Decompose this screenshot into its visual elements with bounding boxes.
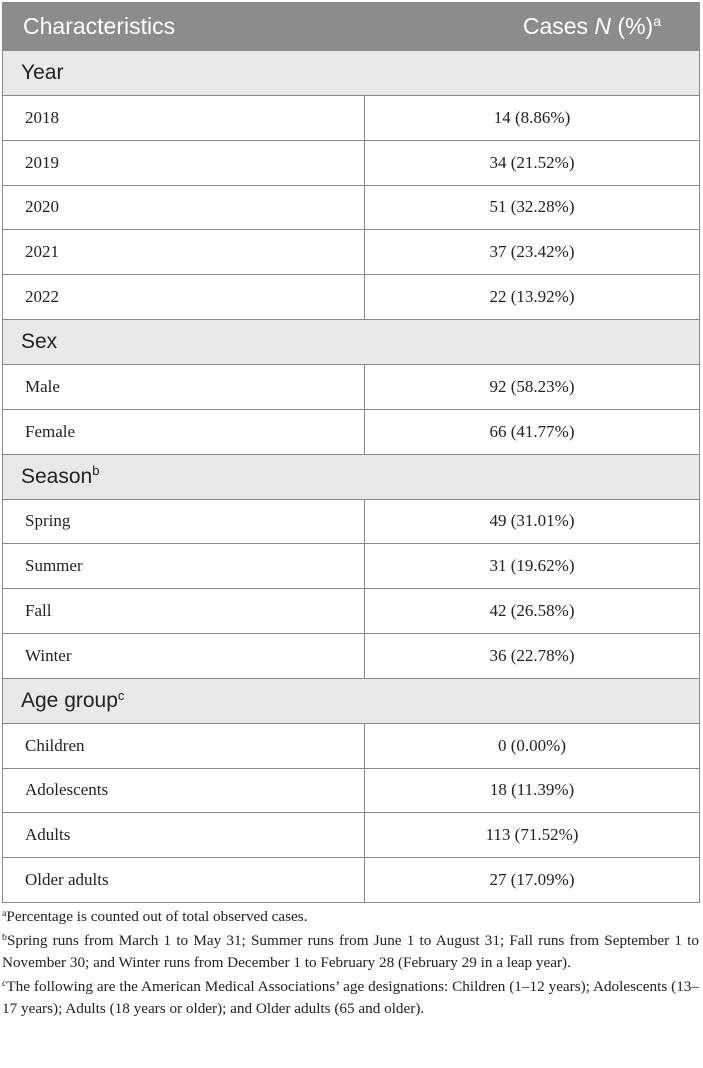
footnote-mark: c <box>2 977 7 989</box>
characteristics-table <box>2 2 700 903</box>
table-row <box>3 96 700 141</box>
footnote <box>2 976 699 1021</box>
table-row <box>3 633 700 678</box>
section-title: Year <box>3 51 700 96</box>
table-footnotes <box>2 906 699 1022</box>
row-value: 14 (8.86%) <box>365 96 700 141</box>
row-label: Older adults <box>3 858 365 903</box>
row-value: 22 (13.92%) <box>365 275 700 320</box>
row-label: Adolescents <box>3 768 365 813</box>
footnote <box>2 930 699 975</box>
row-value: 66 (41.77%) <box>365 409 700 454</box>
table-row <box>3 499 700 544</box>
section-title: Season$^b$ <box>3 454 700 499</box>
row-label: Children <box>3 723 365 768</box>
table-row <box>3 768 700 813</box>
row-label: Adults <box>3 813 365 858</box>
section-title: Age group$^c$ <box>3 678 700 723</box>
footnote-text: Spring runs from March 1 to May 31; Summer runs from June 1 to August 31; Fall runs from September 1 to November 30; and Winter runs from December 1 to February 28 (February 29 in a leap year). <box>2 931 699 971</box>
table-row <box>3 185 700 230</box>
table-header-row <box>3 3 700 51</box>
row-value: 42 (26.58%) <box>365 589 700 634</box>
table-row <box>3 409 700 454</box>
table-row <box>3 723 700 768</box>
row-value: 0 (0.00%) <box>365 723 700 768</box>
table-row <box>3 858 700 903</box>
header-cases-suffix: (%) <box>611 13 654 39</box>
footnote <box>2 906 699 929</box>
row-value: 27 (17.09%) <box>365 858 700 903</box>
footnote-text: The following are the American Medical Associations’ age designations: Children (1–12 years); Adolescents (13–17 years); Adults (18 years or older); and Older adults (65 and older). <box>2 977 699 1017</box>
row-label: 2021 <box>3 230 365 275</box>
section-row-season <box>3 454 700 499</box>
row-value: 49 (31.01%) <box>365 499 700 544</box>
header-cases-sup: a <box>653 14 662 31</box>
table-row <box>3 589 700 634</box>
row-label: Spring <box>3 499 365 544</box>
header-cases-prefix: Cases <box>522 13 595 39</box>
row-value: 92 (58.23%) <box>365 364 700 409</box>
footnote-text: Percentage is counted out of total observed cases. <box>6 908 308 925</box>
header-cases-n: N <box>594 13 612 39</box>
footnote-mark: a <box>2 908 7 920</box>
table-row <box>3 364 700 409</box>
row-label: Male <box>3 364 365 409</box>
table-row <box>3 275 700 320</box>
row-value: 37 (23.42%) <box>365 230 700 275</box>
row-label: Female <box>3 409 365 454</box>
row-value: 34 (21.52%) <box>365 140 700 185</box>
row-value: 51 (32.28%) <box>365 185 700 230</box>
table-row <box>3 813 700 858</box>
section-row-year <box>3 51 700 96</box>
row-value: 18 (11.39%) <box>365 768 700 813</box>
section-row-sex <box>3 319 700 364</box>
header-characteristics: Characteristics <box>3 3 365 51</box>
row-label: 2022 <box>3 275 365 320</box>
table-row <box>3 140 700 185</box>
row-value: 113 (71.52%) <box>365 813 700 858</box>
header-cases <box>365 3 700 51</box>
table-row <box>3 230 700 275</box>
row-label: 2020 <box>3 185 365 230</box>
row-label: Fall <box>3 589 365 634</box>
footnote-mark: b <box>2 931 7 943</box>
row-label: 2019 <box>3 140 365 185</box>
row-value: 31 (19.62%) <box>365 544 700 589</box>
section-title: Sex <box>3 319 700 364</box>
row-label: 2018 <box>3 96 365 141</box>
row-label: Winter <box>3 633 365 678</box>
section-row-age-group <box>3 678 700 723</box>
row-value: 36 (22.78%) <box>365 633 700 678</box>
row-label: Summer <box>3 544 365 589</box>
table-row <box>3 544 700 589</box>
